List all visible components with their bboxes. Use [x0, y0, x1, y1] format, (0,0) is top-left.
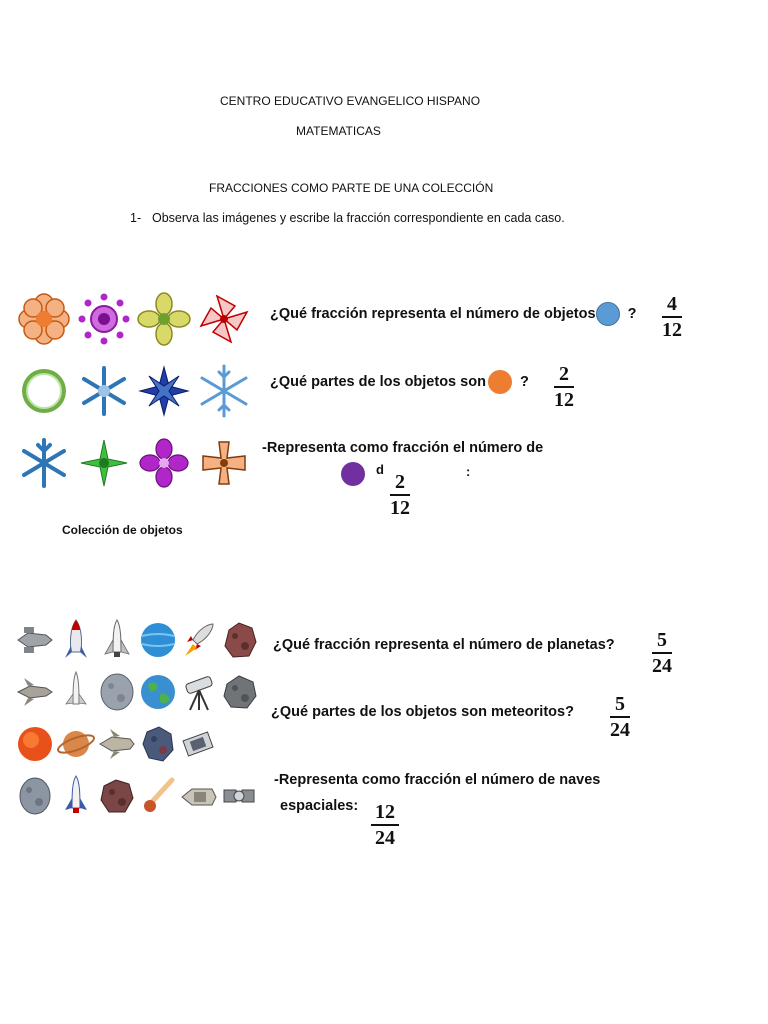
telescope-icon — [178, 666, 219, 718]
satellite-icon — [178, 718, 219, 770]
denominator: 12 — [390, 497, 410, 519]
fraction-answer — [371, 802, 399, 848]
star-flower-icon — [74, 427, 134, 499]
space-collection — [14, 614, 260, 822]
planet-icon — [137, 614, 178, 666]
numerator: 2 — [554, 364, 574, 388]
topic-title: FRACCIONES COMO PARTE DE UNA COLECCIÓN — [209, 181, 494, 195]
meteorite-icon — [137, 718, 178, 770]
numerator: 2 — [390, 472, 410, 496]
purple-circle-icon — [341, 462, 365, 486]
instruction-text: Observa las imágenes y escribe la fracción correspondiente en cada caso. — [152, 211, 565, 225]
question-text: ¿Qué fracción representa el número de objetos — [270, 305, 596, 322]
numerator: 4 — [662, 294, 682, 318]
fraction-answer — [652, 630, 672, 676]
planet-icon — [96, 666, 137, 718]
cross-icon — [194, 427, 254, 499]
spaceship-icon — [14, 614, 55, 666]
saturn-icon — [55, 718, 96, 770]
spaceship-icon — [14, 666, 55, 718]
rocket-icon — [55, 614, 96, 666]
fraction-answer — [390, 472, 410, 518]
denominator: 12 — [662, 319, 682, 341]
satellite-icon — [219, 770, 260, 822]
question-1-3: -Representa como fracción el número de — [262, 440, 544, 456]
denominator: 24 — [375, 827, 395, 849]
snowflake-icon — [134, 355, 194, 427]
question-2-3: -Representa como fracción el número de naves — [274, 772, 601, 788]
snowflake-icon — [194, 355, 254, 427]
earth-icon — [137, 666, 178, 718]
ring-icon — [14, 355, 74, 427]
empty-cell — [219, 718, 260, 770]
fraction-answer — [610, 694, 630, 740]
orange-circle-icon — [488, 370, 512, 394]
fraction-answer — [554, 364, 574, 410]
meteorite-icon — [219, 666, 260, 718]
denominator: 24 — [652, 655, 672, 677]
colon: : — [466, 464, 471, 479]
question-2-2: ¿Qué partes de los objetos son meteoritos? — [271, 704, 574, 720]
numerator: 12 — [371, 802, 399, 826]
question-1-1 — [270, 302, 636, 326]
shuttle-icon — [55, 770, 96, 822]
flower-icon — [134, 427, 194, 499]
pinwheel-icon — [194, 283, 254, 355]
meteorite-icon — [96, 770, 137, 822]
question-text: ¿Qué partes de los objetos son — [270, 373, 486, 390]
numerator: 5 — [652, 630, 672, 654]
flower-icon — [74, 283, 134, 355]
question-1-2 — [270, 370, 529, 394]
spaceship-icon — [96, 718, 137, 770]
shuttle-icon — [55, 666, 96, 718]
flower-icon — [14, 283, 74, 355]
planet-icon — [14, 770, 55, 822]
instruction-number: 1- — [130, 211, 142, 225]
partial-letter: d — [376, 462, 384, 477]
numerator: 5 — [610, 694, 630, 718]
fraction-answer — [662, 294, 682, 340]
subject-title: MATEMATICAS — [296, 124, 381, 138]
question-2-3-line2: espaciales: — [280, 798, 359, 814]
question-mark: ? — [627, 305, 637, 322]
sun-icon — [14, 718, 55, 770]
shuttle-icon — [96, 614, 137, 666]
collection-caption: Colección de objetos — [62, 523, 183, 537]
meteorite-icon — [219, 614, 260, 666]
comet-icon — [137, 770, 178, 822]
denominator: 24 — [610, 719, 630, 741]
blue-circle-icon — [596, 302, 620, 326]
school-name: CENTRO EDUCATIVO EVANGELICO HISPANO — [220, 94, 481, 108]
question-2-1: ¿Qué fracción representa el número de planetas? — [273, 637, 615, 653]
flower-icon — [134, 283, 194, 355]
rocket-icon — [178, 614, 219, 666]
question-mark: ? — [519, 373, 529, 390]
snowflake-icon — [14, 427, 74, 499]
snowflake-icon — [74, 355, 134, 427]
spaceship-icon — [178, 770, 219, 822]
denominator: 12 — [554, 389, 574, 411]
objects-collection — [14, 283, 254, 499]
